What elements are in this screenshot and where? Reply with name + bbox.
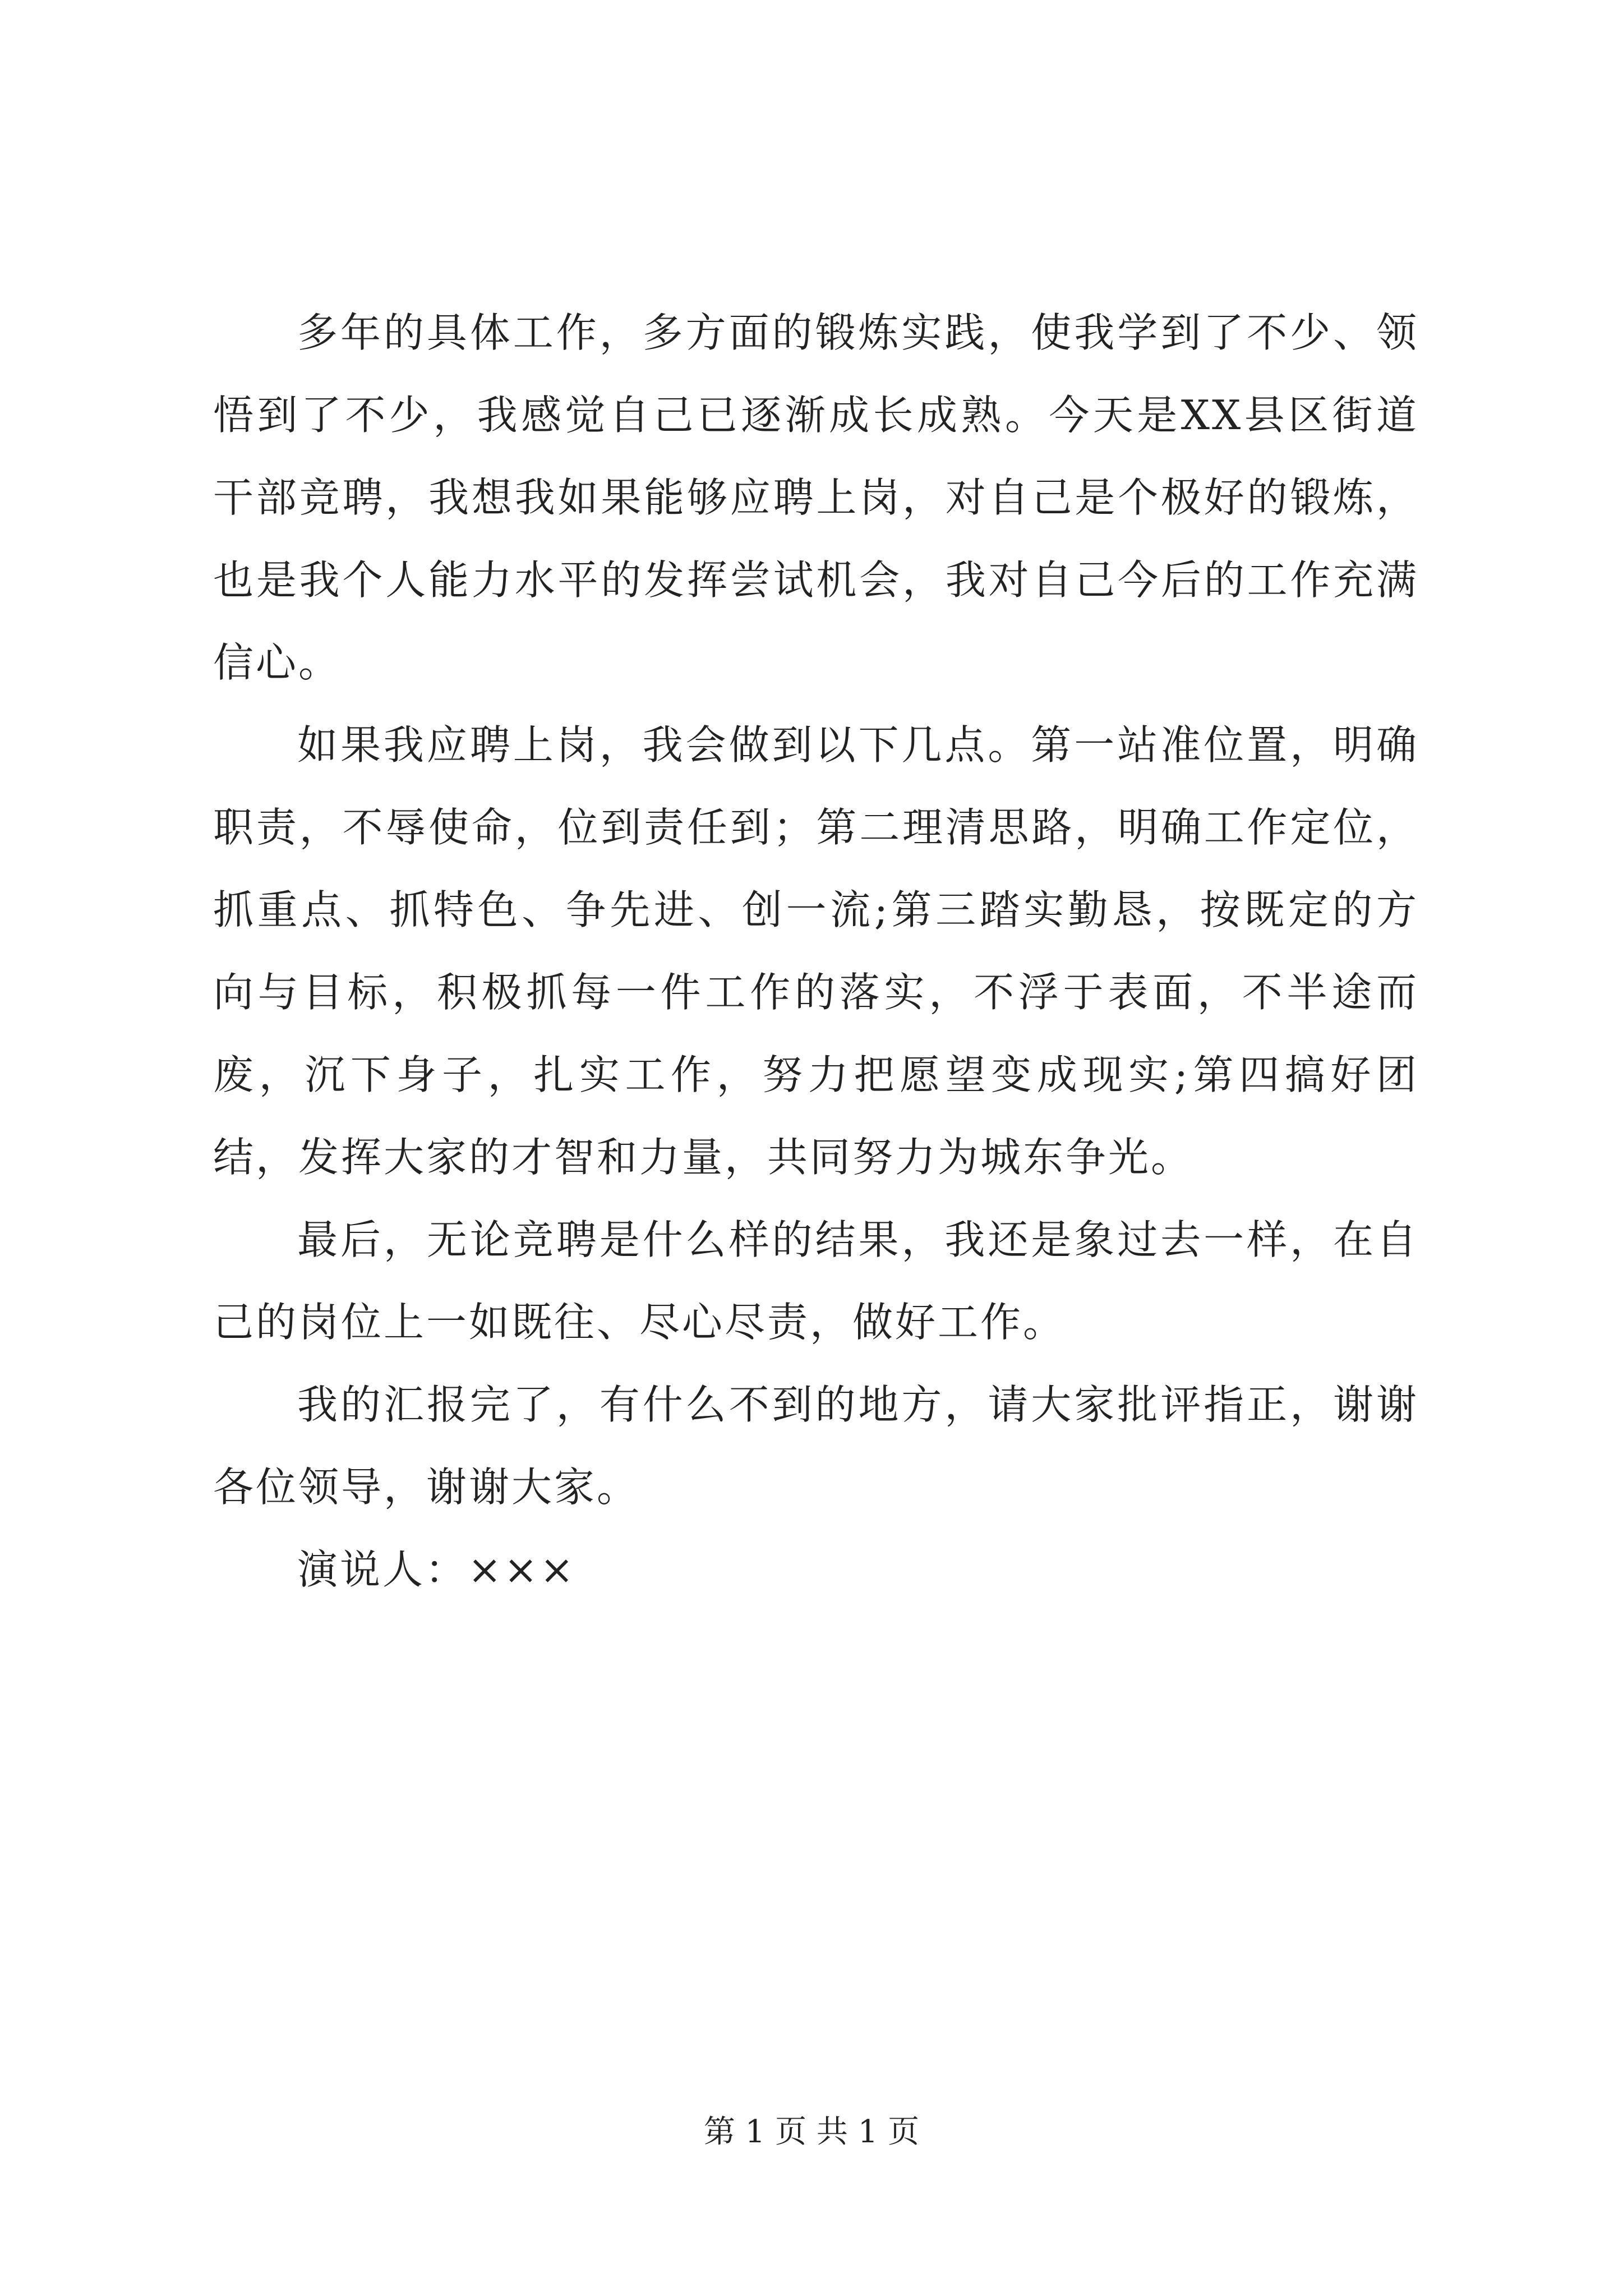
paragraph-experience: 多年的具体工作，多方面的锻炼实践，使我学到了不少、领悟到了不少，我感觉自己已逐渐成长成熟。今天是XX县区街道干部竞聘，我想我如果能够应聘上岗，对自己是个极好的锻炼，也是我个人能力水平的发挥尝试机会，我对自己今后的工作充满信心。 — [213, 309, 1419, 686]
paragraph-commitments: 如果我应聘上岗，我会做到以下几点。第一站准位置，明确职责，不辱使命，位到责任到；第二理清思路，明确工作定位，抓重点、抓特色、争先进、创一流;第三踏实勤恳，按既定的方向与目标，积极抓每一件工作的落实，不浮于表面，不半途而废，沉下身子，扎实工作，努力把愿望变成现实;第四搞好团结，发挥大家的才智和力量，共同努力为城东争光。 — [213, 721, 1419, 1181]
speaker-signature: 演说人：××× — [297, 1546, 576, 1593]
document-body — [213, 292, 1419, 1611]
paragraph-conclusion: 最后，无论竞聘是什么样的结果，我还是象过去一样，在自己的岗位上一如既往、尽心尽责，做好工作。 — [213, 1216, 1419, 1346]
paragraph-thanks: 我的汇报完了，有什么不到的地方，请大家批评指正，谢谢各位领导，谢谢大家。 — [213, 1381, 1419, 1511]
page-number-footer: 第 1 页 共 1 页 — [703, 2114, 920, 2150]
